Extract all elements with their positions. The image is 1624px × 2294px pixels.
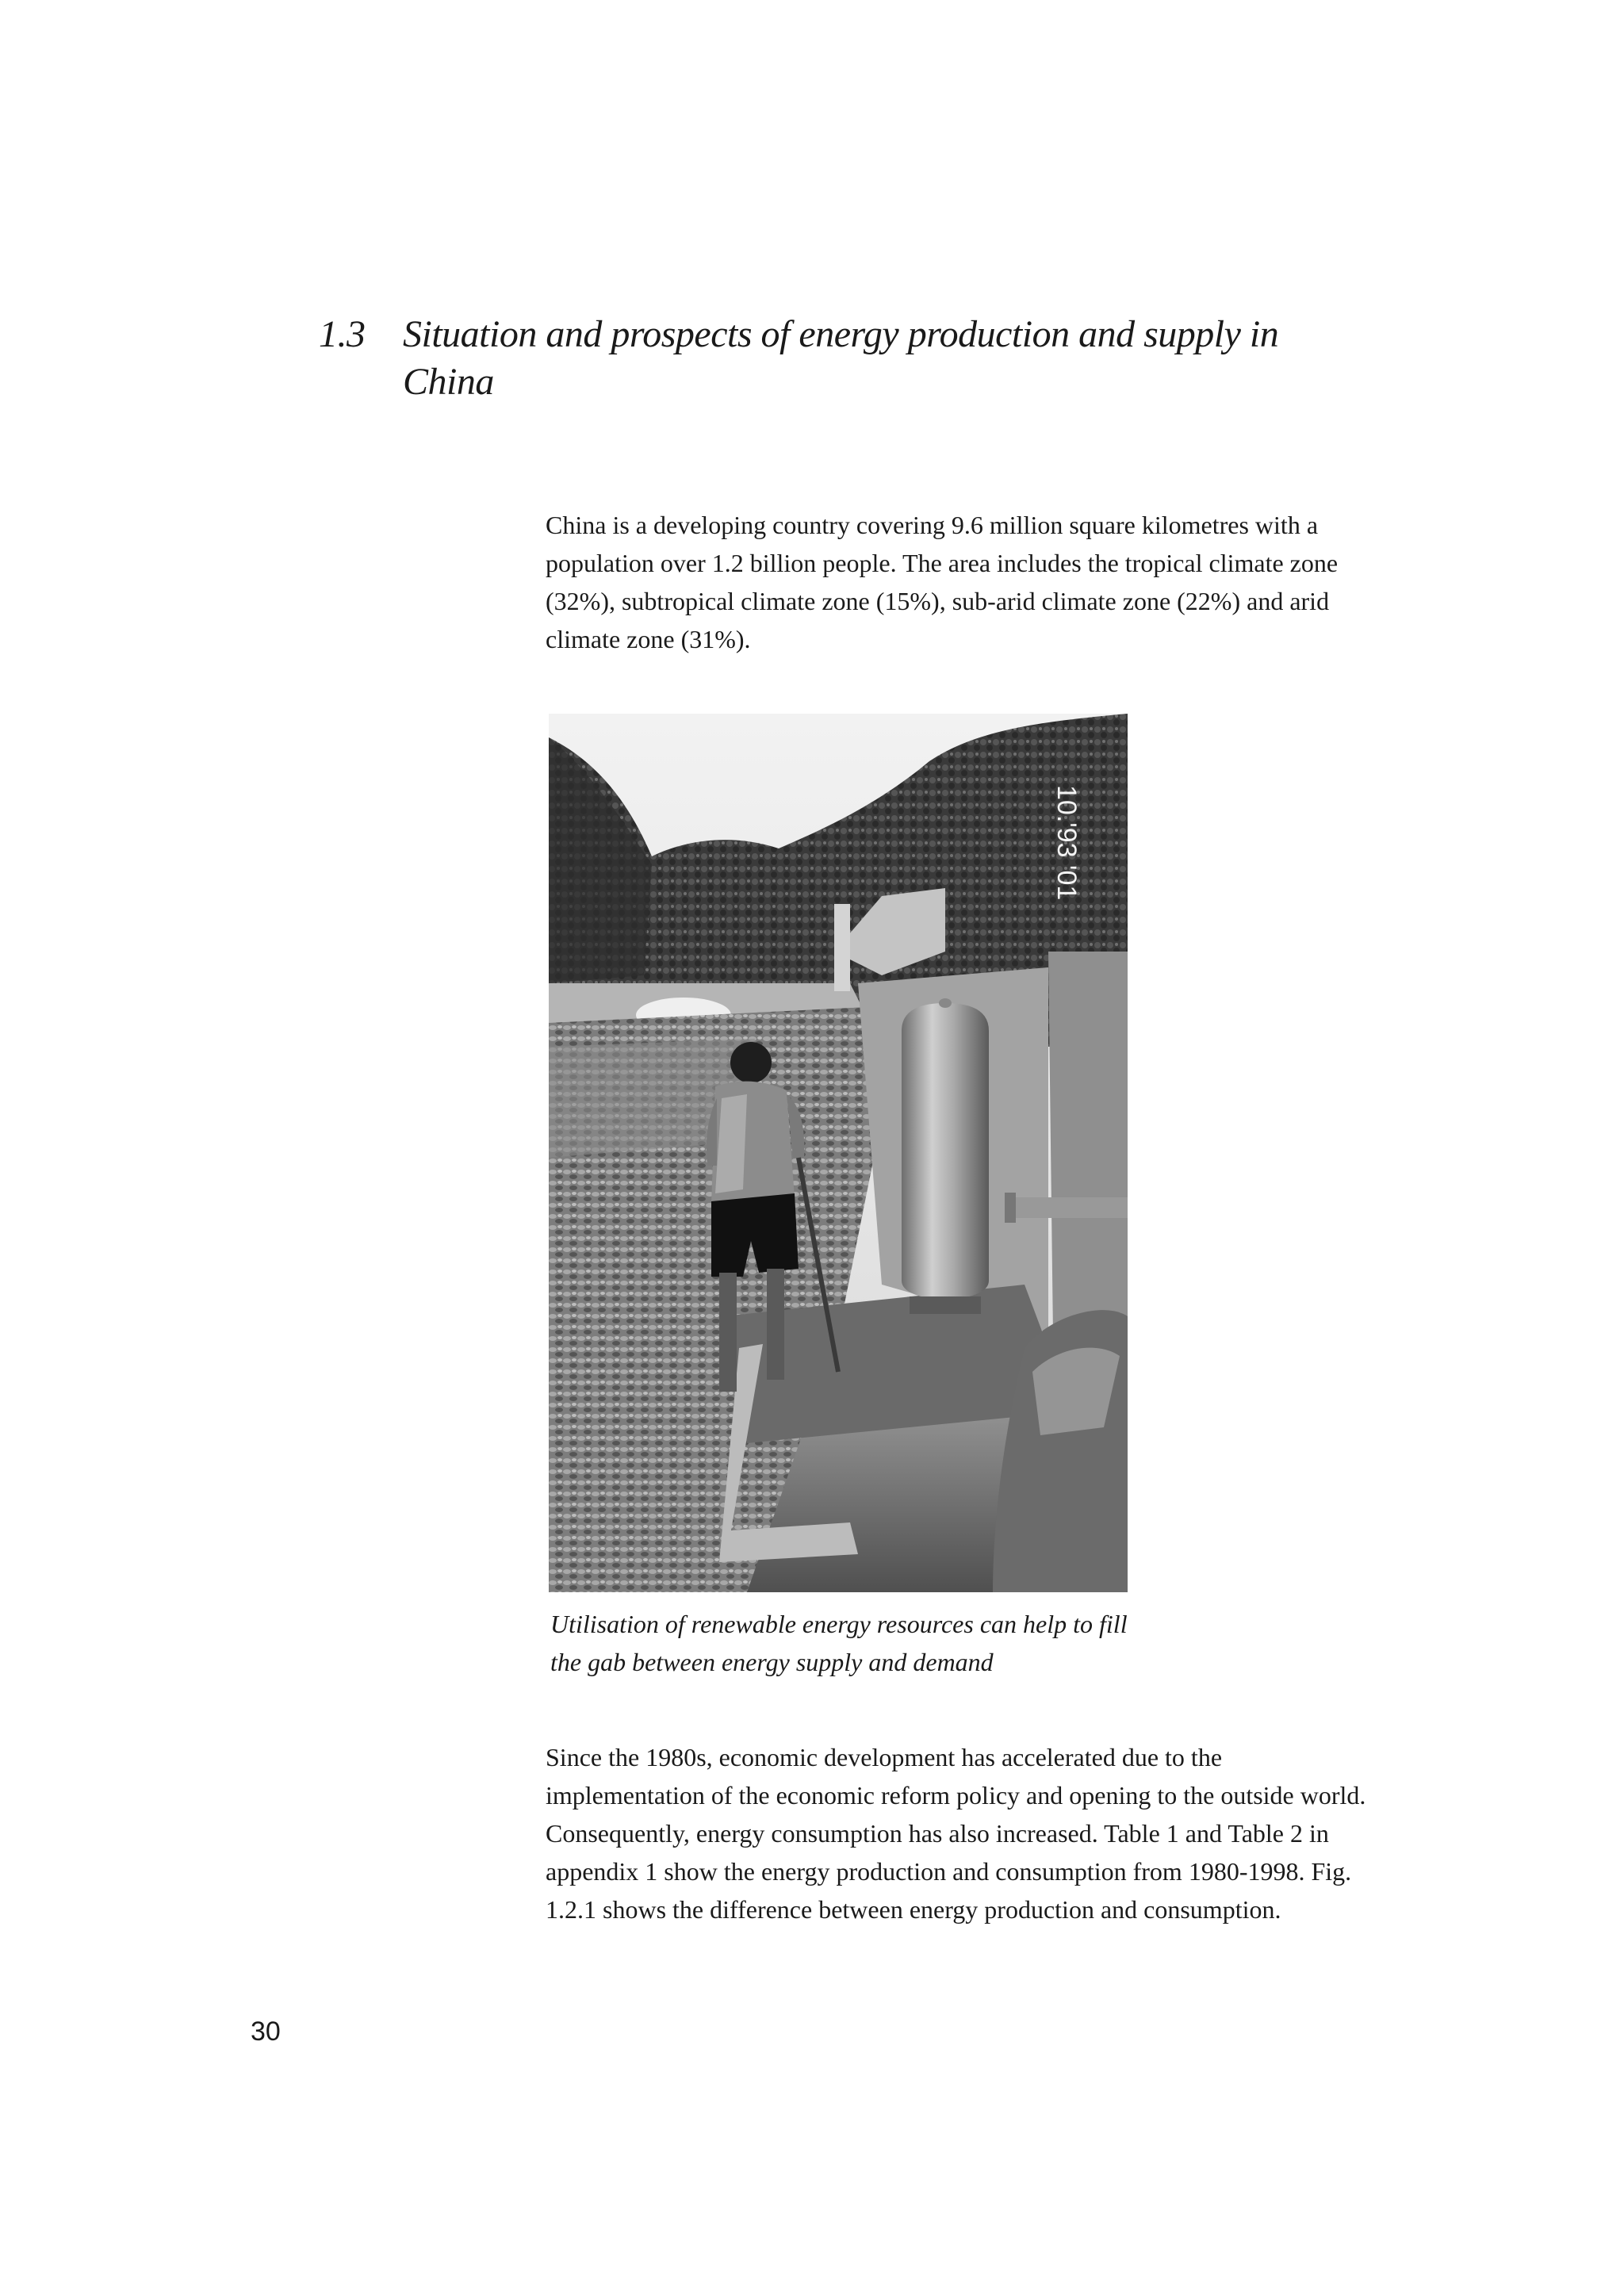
body-paragraph-intro: China is a developing country covering 9.6 million square kilometres with a population over 1.2 billion people. The area includes the tropical climate zone (32%), subtropical climate zone (15%), sub-arid climate zone (22%) and arid climate zone (31%). <box>546 511 1339 653</box>
photo-illustration <box>549 714 1128 1592</box>
page-number: 30 <box>251 2016 281 2047</box>
photo-date-stamp: 10.'93 '01 <box>1051 785 1082 901</box>
photo-caption: Utilisation of renewable energy resources can help to fill the gab between energy supply and demand <box>550 1610 1128 1676</box>
body-paragraph-development: Since the 1980s, economic development has accelerated due to the implementation of the economic reform policy and opening to the outside world. Consequently, energy consumption has also increased. Table 1 and Table 2 in appendix 1 show the energy production and consumption from 1980-1998. Fig. 1.2.1 shows the difference between energy production and consumption. <box>546 1743 1366 1924</box>
section-heading <box>319 311 1413 406</box>
section-number: 1.3 <box>319 313 366 355</box>
photo-renewable-energy-site <box>549 714 1128 1592</box>
section-title: Situation and prospects of energy production and supply in China <box>403 313 1279 403</box>
